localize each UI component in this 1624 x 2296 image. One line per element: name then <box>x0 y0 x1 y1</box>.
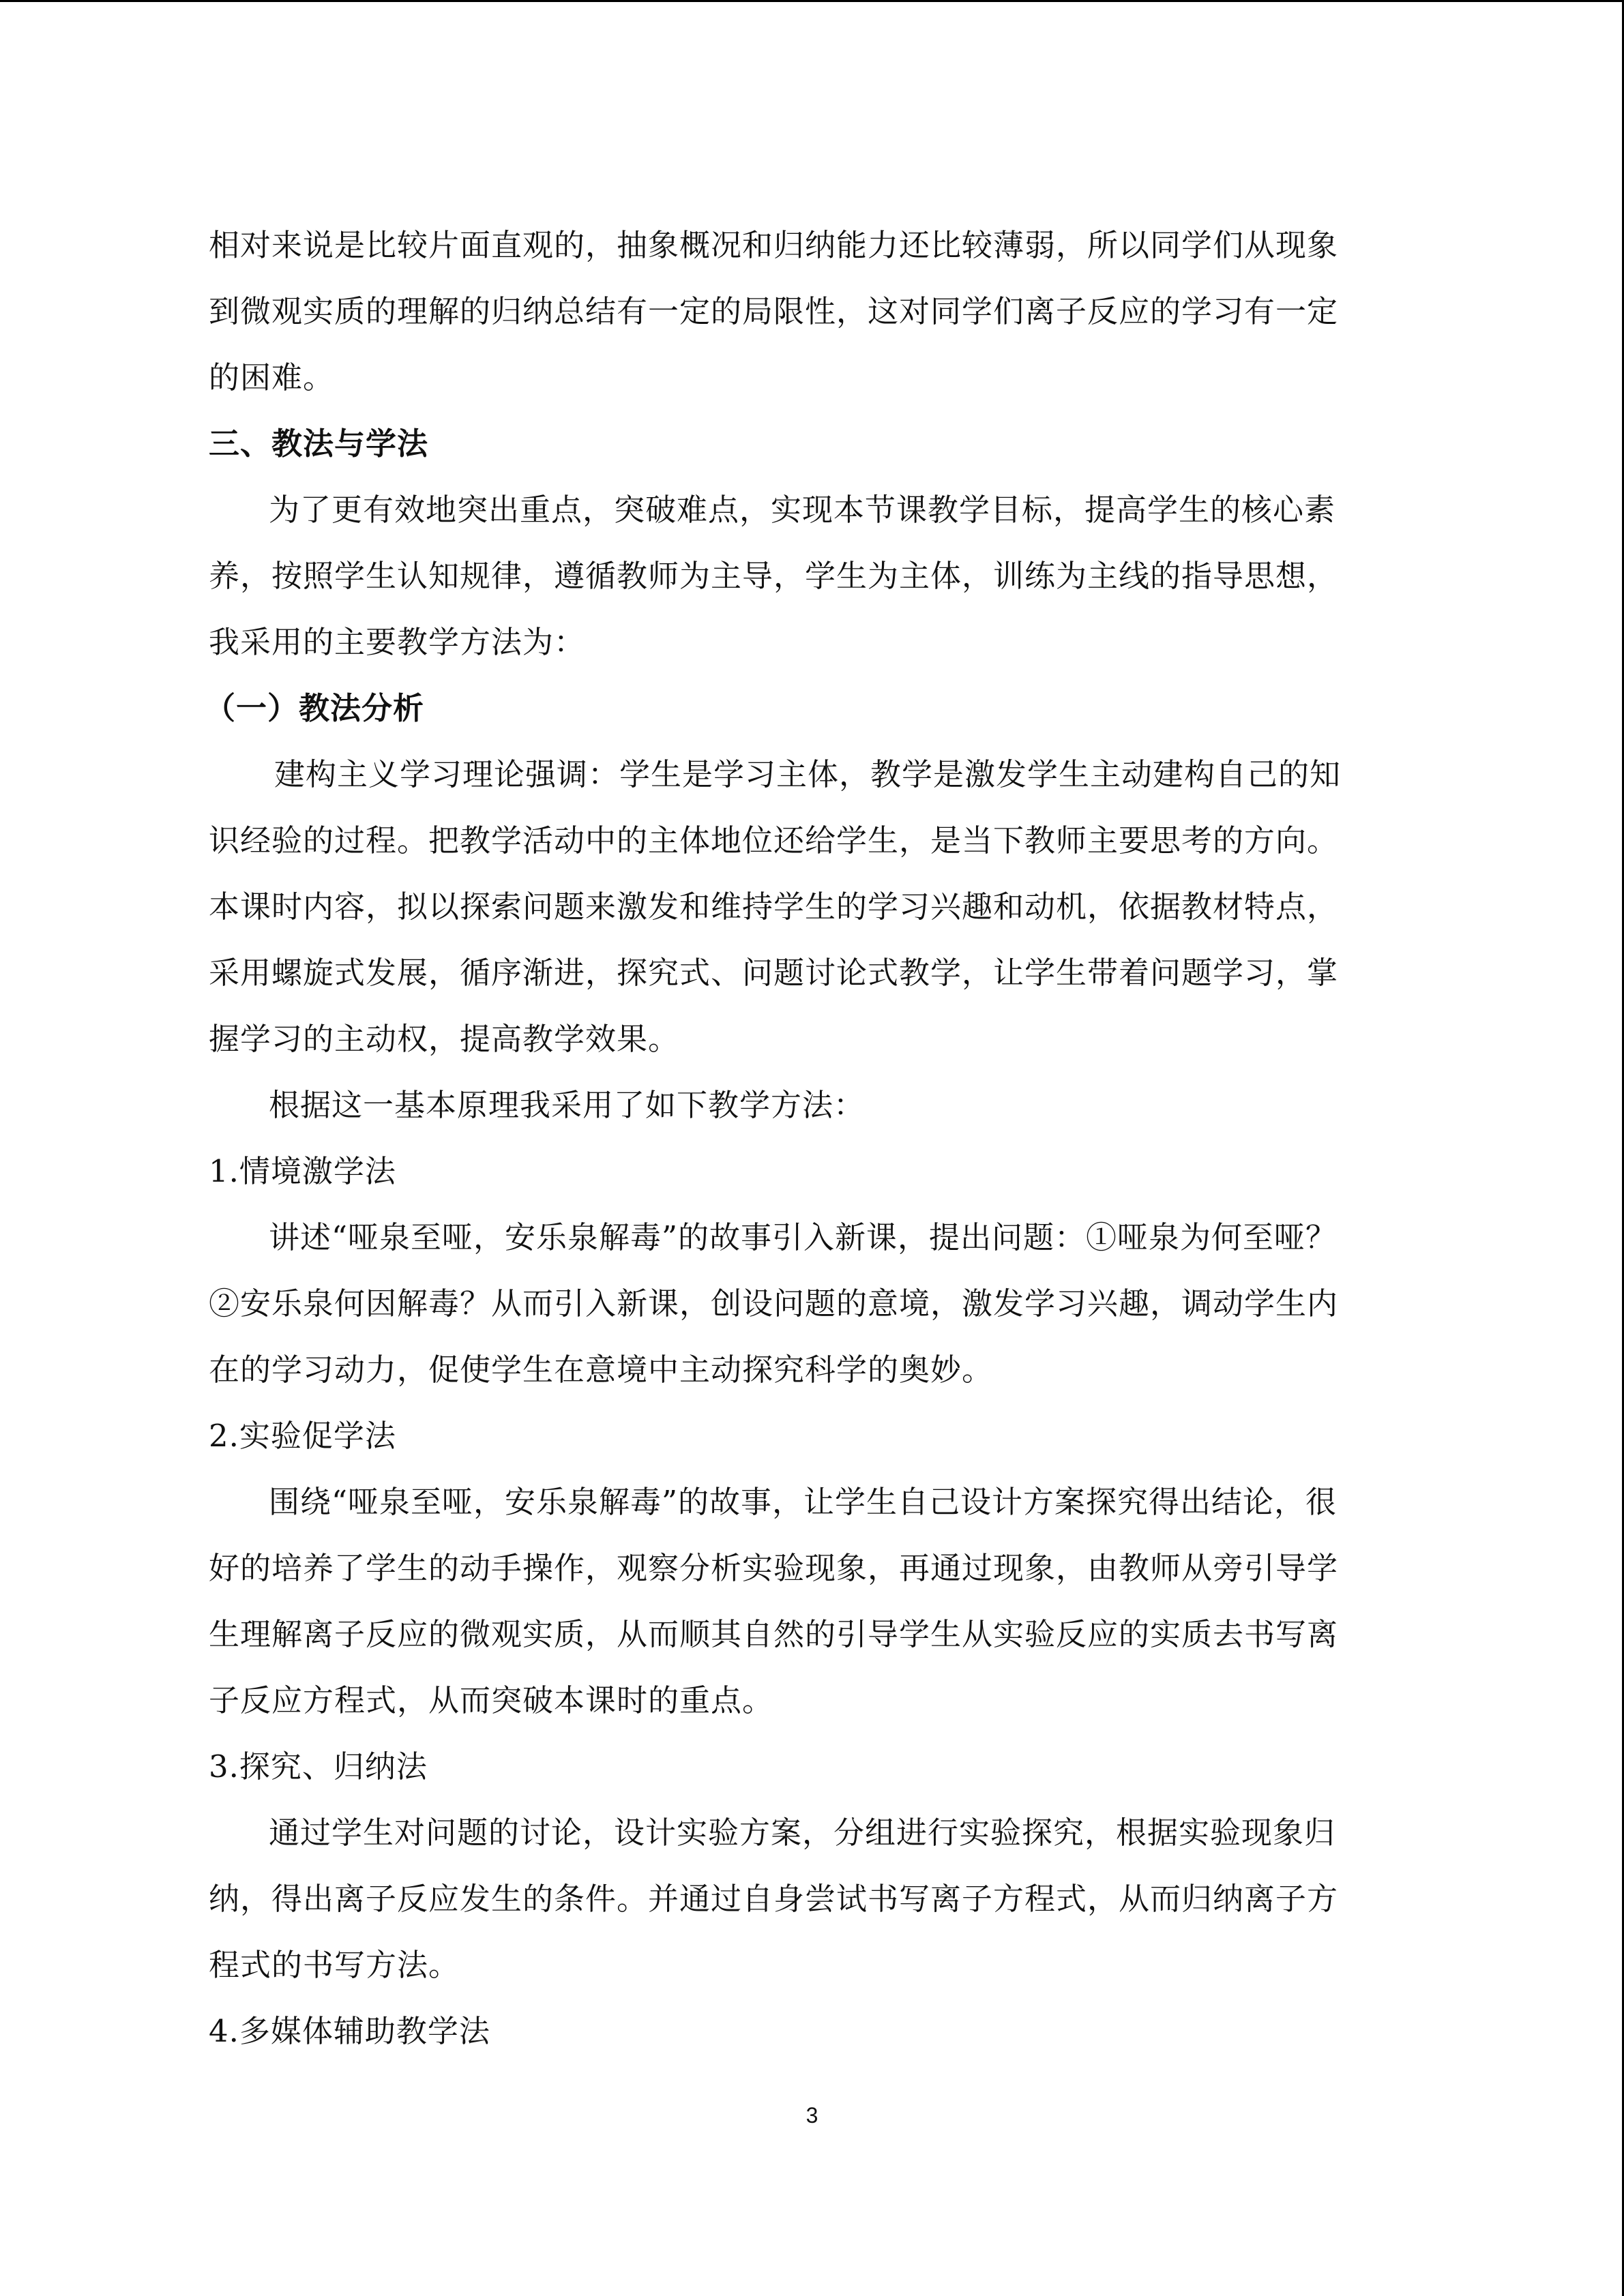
paragraph-line: 养，按照学生认知规律，遵循教师为主导，学生为主体，训练为主线的指导思想， <box>209 558 1339 594</box>
paragraph-line: 相对来说是比较片面直观的，抽象概况和归纳能力还比较薄弱，所以同学们从现象 <box>209 227 1339 263</box>
paragraph-line: 子反应方程式，从而突破本课时的重点。 <box>209 1682 774 1718</box>
method-title: 1.情境激学法 <box>209 1153 396 1189</box>
page-number: 3 <box>806 2103 818 2128</box>
paragraph-line: 为了更有效地突出重点，突破难点，实现本节课教学目标，提高学生的核心素 <box>269 492 1336 528</box>
method-title: 3.探究、归纳法 <box>209 1748 428 1785</box>
paragraph-line: 好的培养了学生的动手操作，观察分析实验现象，再通过现象，由教师从旁引导学 <box>209 1550 1339 1586</box>
paragraph-line: 到微观实质的理解的归纳总结有一定的局限性，这对同学们离子反应的学习有一定 <box>209 293 1339 329</box>
paragraph-line: 握学习的主动权，提高教学效果。 <box>209 1021 680 1057</box>
subsection-heading: （一）教法分析 <box>205 690 425 726</box>
paragraph-line: ②安乐泉何因解毒？从而引入新课，创设问题的意境，激发学习兴趣，调动学生内 <box>209 1285 1339 1322</box>
paragraph-line: 讲述“哑泉至哑，安乐泉解毒”的故事引入新课，提出问题：①哑泉为何至哑？ <box>269 1219 1338 1255</box>
paragraph-line: 通过学生对问题的讨论，设计实验方案，分组进行实验探究，根据实验现象归 <box>269 1815 1336 1851</box>
paragraph-line: 采用螺旋式发展，循序渐进，探究式、问题讨论式教学，让学生带着问题学习，掌 <box>209 955 1339 991</box>
paragraph-line: 在的学习动力，促使学生在意境中主动探究科学的奥妙。 <box>209 1352 994 1388</box>
paragraph-line: 围绕“哑泉至哑，安乐泉解毒”的故事，让学生自己设计方案探究得出结论，很 <box>269 1484 1338 1520</box>
paragraph-line: 本课时内容，拟以探索问题来激发和维持学生的学习兴趣和动机，依据教材特点， <box>209 889 1339 925</box>
paragraph-line: 我采用的主要教学方法为： <box>209 624 586 660</box>
paragraph-line: 生理解离子反应的微观实质，从而顺其自然的引导学生从实验反应的实质去书写离 <box>209 1616 1339 1652</box>
paragraph-line: 纳，得出离子反应发生的条件。并通过自身尝试书写离子方程式，从而归纳离子方 <box>209 1881 1339 1917</box>
paragraph-line: 程式的书写方法。 <box>209 1947 460 1983</box>
paragraph-line: 的困难。 <box>209 359 335 396</box>
method-title: 2.实验促学法 <box>209 1418 396 1454</box>
section-heading: 三、教法与学法 <box>209 426 429 462</box>
paragraph-line: 建构主义学习理论强调：学生是学习主体，教学是激发学生主动建构自己的知 <box>274 756 1342 792</box>
method-title: 4.多媒体辅助教学法 <box>209 2013 490 2049</box>
paragraph-line: 识经验的过程。把教学活动中的主体地位还给学生，是当下教师主要思考的方向。 <box>209 822 1339 859</box>
paragraph-line: 根据这一基本原理我采用了如下教学方法： <box>269 1087 866 1123</box>
